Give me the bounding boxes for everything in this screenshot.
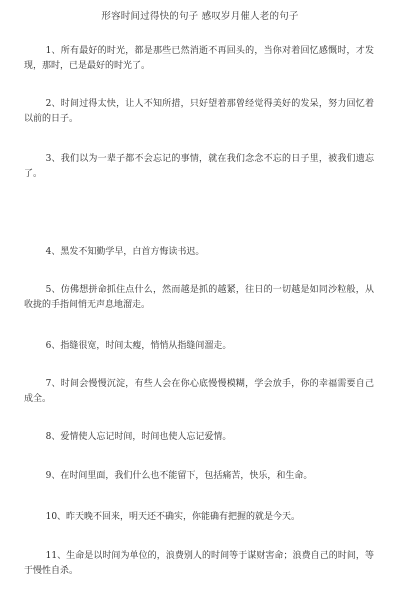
document-title: 形容时间过得快的句子 感叹岁月催人老的句子 [101,11,299,22]
paragraph-5: 5、仿佛想拼命抓住点什么，然而越是抓的越紧，往日的一切越是如同沙粒般，从收拢的手指间悄无声息地溜走。 [24,285,374,310]
paragraph-11: 11、生命是以时间为单位的，浪费别人的时间等于谋财害命；浪费自己的时间，等于慢性自杀。 [24,551,374,576]
paragraph-7: 7、时间会慢慢沉淀，有些人会在你心底慢慢模糊，学会放手，你的幸福需要自己成全。 [24,379,374,404]
paragraph-9: 9、在时间里面，我们什么也不能留下，包括痛苦，快乐，和生命。 [45,471,313,481]
paragraph-10: 10、昨天晚不回来，明天还不确实，你能确有把握的就是今天。 [45,512,301,522]
paragraph-8: 8、爱情使人忘记时间，时间也使人忘记爱情。 [45,432,232,442]
paragraph-4: 4、黑发不知勤学早，白首方悔读书迟。 [45,247,205,257]
paragraph-2: 2、时间过得太快，让人不知所措，只好望着那曾经觉得美好的发呆，努力回忆着以前的日子。 [24,99,374,124]
paragraph-6: 6、指缝很宽，时间太瘦，悄悄从指缝间溜走。 [45,341,232,351]
paragraph-3: 3、我们以为一辈子都不会忘记的事情，就在我们念念不忘的日子里，被我们遗忘了。 [24,154,374,179]
paragraph-1: 1、所有最好的时光，都是那些已然消逝不再回头的，当你对着回忆感慨时，才发现，那时，已是最好的时光了。 [24,46,374,71]
